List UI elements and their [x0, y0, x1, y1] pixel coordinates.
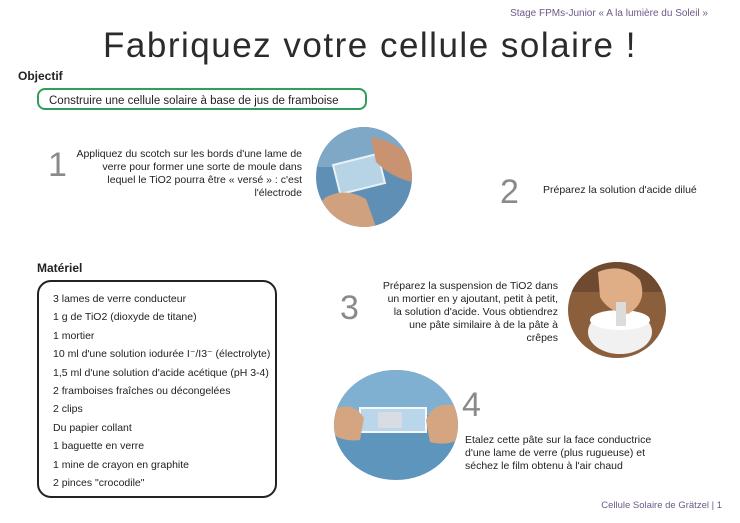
material-item: 1 mine de crayon en graphite — [53, 458, 190, 471]
material-item: 1 baguette en verre — [53, 440, 145, 453]
step-3-text: Préparez la suspension de TiO2 dans un mortier en y ajoutant, petit à petit, la solution d'acide. Vous obtiendrez une pâte similaire à de la pâte à crêpes — [382, 280, 558, 344]
material-item: 2 clips — [53, 403, 83, 416]
objective-heading: Objectif — [18, 69, 63, 83]
materials-list — [37, 280, 277, 498]
step-3-photo — [568, 262, 666, 358]
page-title: Fabriquez votre cellule solaire ! — [103, 26, 637, 65]
header-tag: Stage FPMs-Junior « A la lumière du Soleil » — [510, 8, 708, 19]
spreading-paste-image — [334, 370, 458, 480]
footer: Cellule Solaire de Grätzel | 1 — [601, 500, 722, 511]
step-1-photo — [316, 127, 412, 227]
material-item: 1 mortier — [53, 329, 95, 342]
step-4-photo — [334, 370, 458, 480]
step-2-text: Préparez la solution d'acide dilué — [543, 184, 697, 196]
step-4-text: Etalez cette pâte sur la face conductrice d'une lame de verre (plus rugueuse) et séchez le film obtenu à l'air chaud — [465, 434, 652, 472]
objective-text: Construire une cellule solaire à base de jus de framboise — [49, 95, 339, 107]
material-item: 2 framboises fraîches ou décongelées — [53, 385, 231, 398]
materials-heading: Matériel — [37, 261, 83, 275]
step-4-number: 4 — [462, 386, 481, 424]
material-item: 1,5 ml d'une solution d'acide acétique (pH 3-4) — [53, 366, 269, 379]
mortar-image — [568, 262, 666, 358]
material-item: 3 lames de verre conducteur — [53, 293, 187, 305]
step-1-number: 1 — [48, 146, 67, 184]
step-1-text: Appliquez du scotch sur les bords d'une lame de verre pour former une sorte de moule dans lequel le TiO2 pourra être « versé » : c'est l'électrode — [76, 148, 302, 199]
material-item: 2 pinces "crocodile" — [53, 477, 145, 490]
material-item: Du papier collant — [53, 421, 132, 434]
step-2-number: 2 — [500, 173, 519, 211]
scotch-glass-image — [316, 127, 412, 227]
material-item: 10 ml d'une solution iodurée I⁻/I3⁻ (électrolyte) — [53, 348, 271, 361]
step-3-number: 3 — [340, 289, 359, 327]
objective-box — [37, 88, 367, 110]
material-item: 1 g de TiO2 (dioxyde de titane) — [53, 311, 197, 324]
